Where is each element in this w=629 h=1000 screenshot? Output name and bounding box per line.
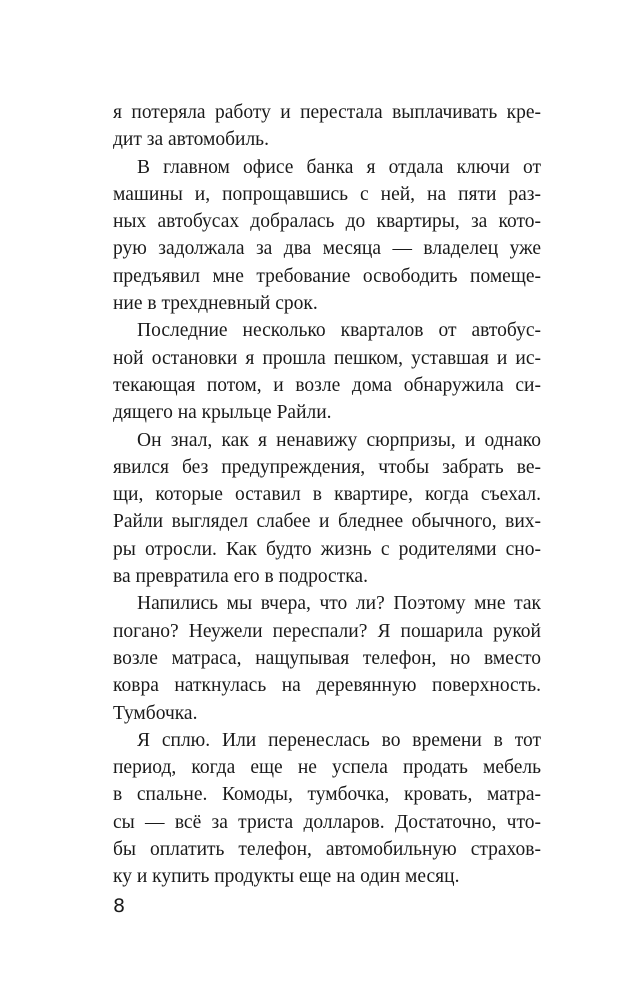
text-line: бы оплатить телефон, автомобильную страхов-	[113, 839, 541, 861]
paragraph	[113, 99, 541, 154]
text-line: Он знал, как я ненавижу сюрпризы, и однако	[137, 429, 541, 451]
paragraph	[113, 317, 541, 426]
text-line: дящего на крыльце Райли.	[113, 402, 332, 424]
text-line: дит за автомобиль.	[113, 129, 269, 151]
text-line: Напились мы вчера, что ли? Поэтому мне так	[137, 593, 541, 615]
page-number: 8	[113, 895, 126, 917]
text-line: явился без предупреждения, чтобы забрать ве-	[113, 456, 541, 478]
text-line: рую задолжала за два месяца — владелец уже	[113, 238, 541, 260]
text-line: машины и, попрощавшись с ней, на пяти раз-	[113, 183, 541, 205]
body-text	[113, 99, 541, 891]
text-line: текающая потом, и возле дома обнаружила си-	[113, 374, 541, 396]
text-line: я потеряла работу и перестала выплачивать кре-	[113, 102, 541, 123]
text-line: ковра наткнулась на деревянную поверхность.	[113, 675, 541, 697]
text-line: предъявил мне требование освободить помеще-	[113, 265, 541, 287]
paragraph	[113, 154, 541, 318]
text-line: ва превратила его в подростка.	[113, 566, 368, 588]
text-line: сы — всё за триста долларов. Достаточно, что-	[113, 811, 541, 833]
text-line: ры отросли. Как будто жизнь с родителями сно-	[113, 538, 541, 560]
text-line: погано? Неужели переспали? Я пошарила рукой	[113, 620, 541, 642]
text-line: щи, которые оставил в квартире, когда съехал.	[113, 484, 541, 506]
text-line: ние в трехдневный срок.	[113, 293, 318, 315]
text-line: Райли выглядел слабее и бледнее обычного, вих-	[113, 511, 541, 533]
paragraph	[113, 427, 541, 591]
text-line: ных автобусах добралась до квартиры, за кото-	[113, 211, 541, 233]
paragraph	[113, 727, 541, 891]
text-line: период, когда еще не успела продать мебель	[113, 757, 541, 779]
text-line: Тумбочка.	[113, 702, 198, 724]
text-line: в спальне. Комоды, тумбочка, кровать, матра-	[113, 784, 541, 806]
text-line: ной остановки я прошла пешком, уставшая и ис-	[113, 347, 541, 369]
text-line: ку и купить продукты еще на один месяц.	[113, 866, 460, 888]
text-line: В главном офисе банка я отдала ключи от	[137, 156, 541, 178]
text-line: Последние несколько кварталов от автобус-	[137, 320, 541, 342]
text-line: возле матраса, нащупывая телефон, но вместо	[113, 647, 541, 669]
paragraph	[113, 590, 541, 726]
text-line: Я сплю. Или перенеслась во времени в тот	[137, 729, 541, 751]
